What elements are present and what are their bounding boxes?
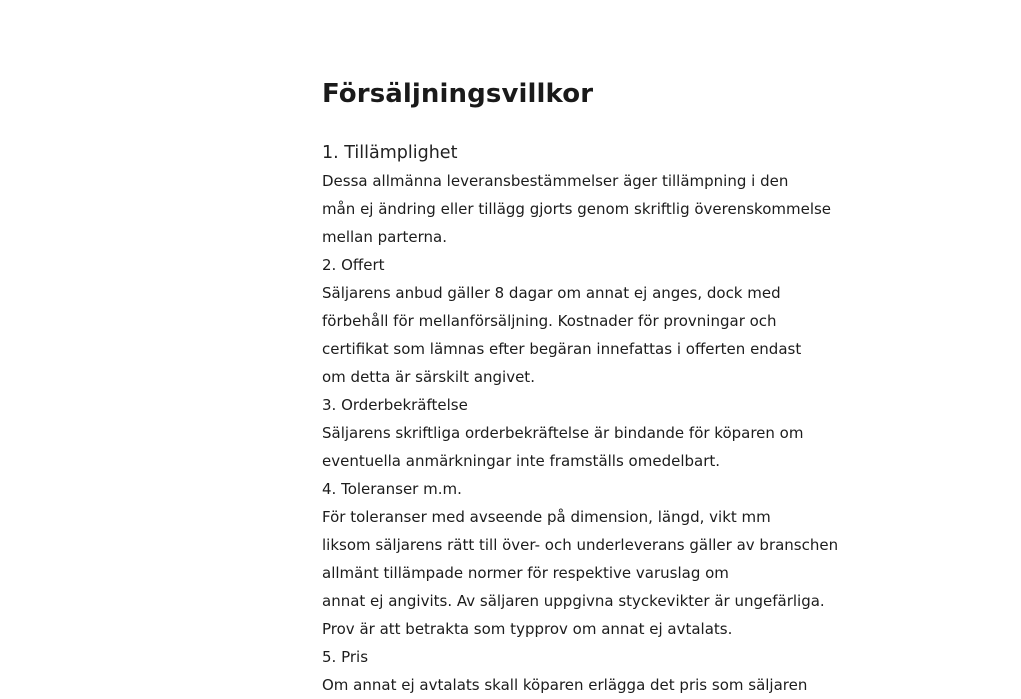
section-heading-offer: 2. Offert [322, 256, 385, 274]
text-line: förbehåll för mellanförsäljning. Kostnader för provningar och [322, 312, 777, 330]
text-line: annat ej angivits. Av säljaren uppgivna styckevikter är ungefärliga. [322, 592, 825, 610]
text-line: Om annat ej avtalats skall köparen erlägga det pris som säljaren [322, 676, 808, 694]
terms-body [322, 167, 862, 699]
text-line: För toleranser med avseende på dimension, längd, vikt mm [322, 508, 771, 526]
text-line: eventuella anmärkningar inte framställs omedelbart. [322, 452, 721, 470]
text-line: Säljarens anbud gäller 8 dagar om annat ej anges, dock med [322, 284, 781, 302]
text-line: certifikat som lämnas efter begäran innefattas i offerten endast [322, 340, 802, 358]
text-line: Dessa allmänna leveransbestämmelser äger tillämpning i den [322, 172, 789, 190]
section-heading-order-confirmation: 3. Orderbekräftelse [322, 396, 468, 414]
text-line: Säljarens skriftliga orderbekräftelse är bindande för köparen om [322, 424, 804, 442]
section-heading-price: 5. Pris [322, 648, 369, 666]
terms-document [322, 76, 862, 699]
page-title: Försäljningsvillkor [322, 79, 594, 109]
text-line: allmänt tillämpade normer för respektive varuslag om [322, 564, 729, 582]
text-line: mellan parterna. [322, 228, 448, 246]
text-line: om detta är särskilt angivet. [322, 368, 535, 386]
text-line: liksom säljarens rätt till över- och underleverans gäller av branschen [322, 536, 839, 554]
section-heading-tolerances: 4. Toleranser m.m. [322, 480, 462, 498]
text-line: Prov är att betrakta som typprov om annat ej avtalats. [322, 620, 733, 638]
text-line: mån ej ändring eller tillägg gjorts genom skriftlig överenskommelse [322, 200, 832, 218]
section-heading-applicability: 1. Tillämplighet [322, 143, 458, 163]
